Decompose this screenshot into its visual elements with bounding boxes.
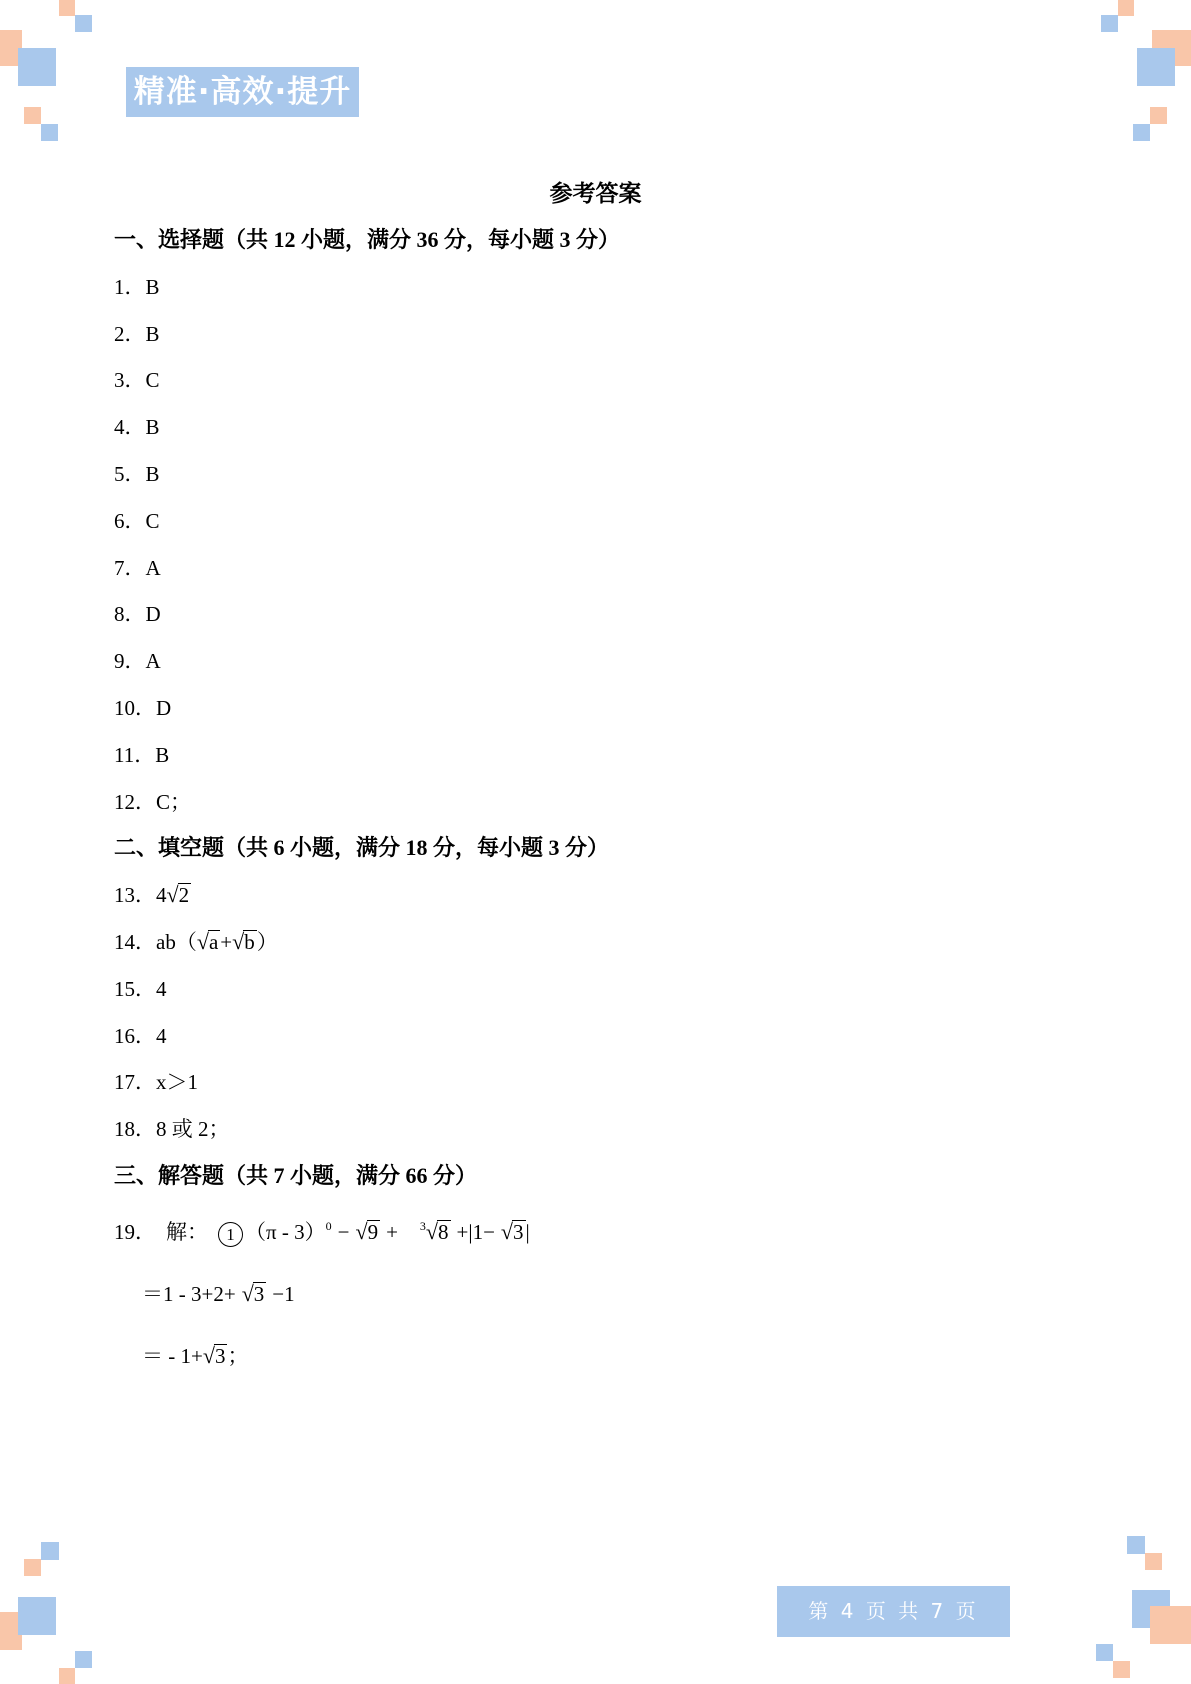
radical-sign: √ bbox=[196, 928, 209, 954]
minus-sign: − bbox=[337, 1220, 350, 1244]
question-number: 7． bbox=[114, 555, 146, 580]
question-number: 5． bbox=[114, 461, 146, 486]
answer-item bbox=[114, 264, 1114, 311]
corner-decoration-square bbox=[18, 48, 56, 86]
answer-item bbox=[114, 451, 1114, 498]
corner-decoration-square bbox=[75, 15, 92, 32]
answer-item bbox=[114, 1059, 1114, 1106]
answer-value: C； bbox=[156, 789, 192, 814]
answer-value: A bbox=[145, 649, 161, 674]
header-banner: 精准·高效·提升 bbox=[126, 67, 359, 117]
square-root bbox=[355, 1209, 380, 1255]
question-number: 3． bbox=[114, 368, 146, 393]
answer-item bbox=[114, 1013, 1114, 1060]
radicand: 9 bbox=[367, 1220, 379, 1244]
section-heading-choice: 一、选择题（共 12 小题，满分 36 分，每小题 3 分） bbox=[114, 227, 621, 252]
question-number: 19． bbox=[114, 1220, 156, 1244]
radical-sign: √ bbox=[166, 882, 179, 908]
corner-decoration-square bbox=[1145, 1553, 1162, 1570]
corner-decoration-square bbox=[59, 0, 75, 16]
question-number: 9． bbox=[114, 649, 146, 674]
answer-item bbox=[114, 498, 1114, 545]
radicand: 2 bbox=[178, 883, 190, 908]
radicand: a bbox=[208, 929, 219, 954]
question-number: 18． bbox=[114, 1117, 156, 1142]
answer-item bbox=[114, 404, 1114, 451]
answer-value: 4 bbox=[156, 976, 167, 1001]
answer-value: D bbox=[145, 602, 161, 627]
corner-decoration-square bbox=[41, 124, 58, 141]
answer-list bbox=[114, 217, 1114, 1200]
absolute-value-open: +|1− bbox=[456, 1220, 495, 1244]
page-title: 参考答案 bbox=[549, 181, 642, 206]
answer-item bbox=[114, 311, 1114, 358]
corner-decoration-square bbox=[24, 107, 41, 124]
corner-decoration-square bbox=[24, 1559, 41, 1576]
question-number: 2． bbox=[114, 321, 146, 346]
answer-item bbox=[114, 357, 1114, 404]
square-root bbox=[197, 919, 220, 966]
corner-decoration-square bbox=[1150, 107, 1167, 124]
answer-item bbox=[114, 591, 1114, 638]
step-prefix: ＝1 - 3+2+ bbox=[142, 1282, 236, 1306]
question-number: 12． bbox=[114, 789, 156, 814]
radical-sign: √ bbox=[241, 1281, 254, 1306]
answer-value: B bbox=[145, 461, 160, 486]
corner-decoration-square bbox=[1137, 48, 1175, 86]
radical-sign: √ bbox=[500, 1219, 514, 1244]
answer-item bbox=[114, 872, 1114, 919]
answer-item bbox=[114, 545, 1114, 592]
corner-decoration-square bbox=[1150, 1606, 1191, 1644]
square-root bbox=[501, 1209, 526, 1255]
question-number: 8． bbox=[114, 602, 146, 627]
answer-suffix: ） bbox=[256, 929, 278, 954]
answer-value: A bbox=[145, 555, 161, 580]
answer-coefficient: 4 bbox=[156, 883, 167, 908]
solution-label: 解： bbox=[166, 1220, 208, 1244]
corner-decoration-square bbox=[41, 1542, 59, 1560]
answer-item bbox=[114, 638, 1114, 685]
question-number: 16． bbox=[114, 1023, 156, 1048]
radicand: 3 bbox=[253, 1282, 265, 1306]
page-indicator: 第 4 页 共 7 页 bbox=[777, 1586, 1010, 1637]
solution-line-1 bbox=[114, 1209, 530, 1255]
answer-value: D bbox=[156, 695, 172, 720]
question-number: 15． bbox=[114, 976, 156, 1001]
plus-sign: + bbox=[220, 929, 233, 954]
square-root bbox=[232, 919, 257, 966]
radical-sign: √ bbox=[355, 1219, 368, 1244]
absolute-value-close: | bbox=[525, 1220, 530, 1244]
answer-item bbox=[114, 732, 1114, 779]
answer-value: C bbox=[145, 368, 160, 393]
step-suffix: ； bbox=[227, 1344, 249, 1368]
corner-decoration-square bbox=[75, 1651, 92, 1668]
corner-decoration-square bbox=[1133, 124, 1150, 141]
corner-decoration-square bbox=[1127, 1536, 1145, 1554]
answer-prefix: ab（ bbox=[156, 929, 197, 954]
step-suffix: −1 bbox=[272, 1282, 295, 1306]
question-number: 11． bbox=[114, 742, 156, 767]
section-heading-fill: 二、填空题（共 6 小题，满分 18 分，每小题 3 分） bbox=[114, 835, 610, 861]
answer-value: 4 bbox=[156, 1023, 167, 1048]
answer-item bbox=[114, 919, 1114, 966]
question-number: 6． bbox=[114, 508, 146, 533]
corner-decoration-square bbox=[59, 1668, 75, 1684]
solution-line-3 bbox=[142, 1333, 248, 1379]
answer-value: x＞1 bbox=[156, 1070, 198, 1095]
answer-item bbox=[114, 685, 1114, 732]
answer-value: B bbox=[155, 742, 170, 767]
question-number: 17． bbox=[114, 1070, 156, 1095]
question-number: 10． bbox=[114, 695, 156, 720]
solution-line-2 bbox=[142, 1271, 295, 1317]
answer-value: B bbox=[145, 321, 160, 346]
radicand: 3 bbox=[214, 1344, 226, 1368]
square-root bbox=[242, 1271, 267, 1317]
radicand: 8 bbox=[438, 1220, 449, 1244]
radicand: b bbox=[244, 929, 255, 954]
section-heading-solve: 三、解答题（共 7 小题，满分 66 分） bbox=[114, 1162, 478, 1188]
answer-value: 8 或 2； bbox=[156, 1117, 230, 1142]
corner-decoration-square bbox=[18, 1597, 56, 1635]
question-number: 13． bbox=[114, 883, 156, 908]
radical-sign: √ bbox=[425, 1219, 439, 1244]
answer-value: B bbox=[145, 274, 160, 299]
square-root bbox=[203, 1333, 228, 1379]
step-prefix: ＝ - 1+ bbox=[142, 1344, 203, 1368]
question-number: 1． bbox=[114, 274, 146, 299]
exponent: 0 bbox=[325, 1219, 332, 1233]
corner-decoration-square bbox=[1101, 15, 1118, 32]
corner-decoration-square bbox=[1096, 1644, 1113, 1661]
square-root bbox=[167, 872, 192, 919]
circled-part-marker: 1 bbox=[218, 1222, 243, 1247]
radical-sign: √ bbox=[232, 928, 245, 954]
cube-root bbox=[426, 1209, 451, 1255]
radicand: 3 bbox=[513, 1220, 524, 1244]
question-number: 4． bbox=[114, 415, 146, 440]
answer-item bbox=[114, 966, 1114, 1013]
answer-value: B bbox=[145, 415, 160, 440]
radical-sign: √ bbox=[202, 1343, 215, 1368]
question-number: 14． bbox=[114, 929, 156, 954]
root-index: 3 bbox=[419, 1219, 426, 1233]
plus-sign: + bbox=[386, 1220, 398, 1244]
answer-item bbox=[114, 1106, 1114, 1153]
corner-decoration-square bbox=[1113, 1661, 1130, 1678]
answer-value: C bbox=[145, 508, 160, 533]
corner-decoration-square bbox=[1118, 0, 1134, 16]
expression-base: （π - 3） bbox=[245, 1220, 326, 1244]
answer-item bbox=[114, 779, 1114, 826]
